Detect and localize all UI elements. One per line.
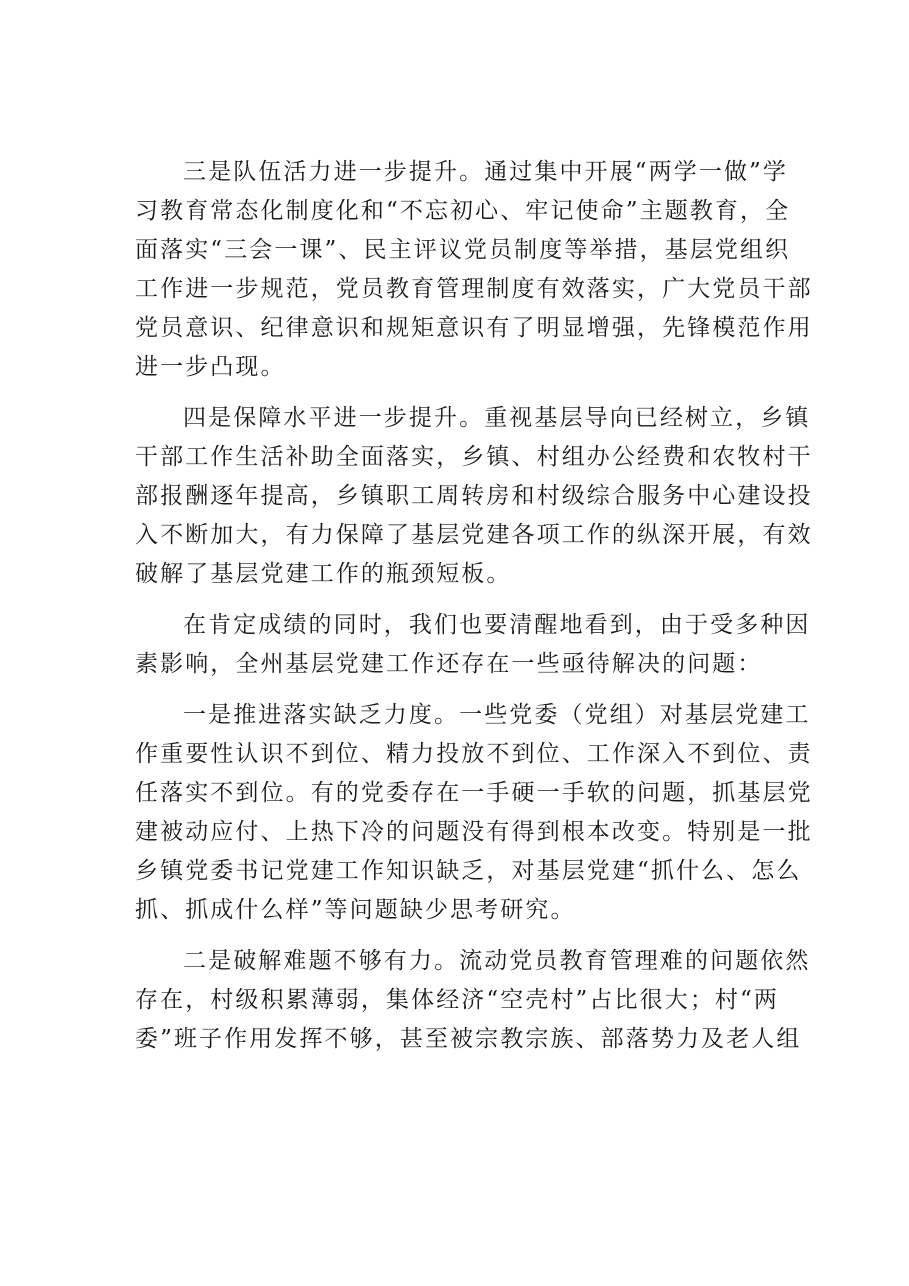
text-line: 一是推进落实缺乏力度。一些党委（党组）对基层党建工 [183,702,811,728]
text-line: 在肯定成绩的同时，我们也要清醒地看到，由于受多种因 [183,612,811,638]
text-line: 工作进一步规范，党员教育管理制度有效落实，广大党员干部 [135,276,813,302]
text-line: 建被动应付、上热下冷的问题没有得到根本改变。特别是一批 [135,819,813,845]
paragraph-implementation-weak [135,696,813,930]
paragraph-team-vitality [135,153,813,387]
text-line: 习教育常态化制度化和“不忘初心、牢记使命”主题教育，全 [135,198,791,224]
text-line: 进一步凸现。 [135,354,286,380]
text-line: 破解了基层党建工作的瓶颈短板。 [135,561,512,587]
text-line: 作重要性认识不到位、精力投放不到位、工作深入不到位、责 [135,741,813,767]
text-line: 委”班子作用发挥不够，甚至被宗教宗族、部落势力及老人组 [135,1026,802,1052]
paragraph-support-level [135,399,813,594]
text-line: 素影响，全州基层党建工作还存在一些亟待解决的问题： [135,651,763,677]
text-line: 二是破解难题不够有力。流动党员教育管理难的问题依然 [183,948,811,974]
text-line: 三是队伍活力进一步提升。通过集中开展“两学一做”学 [183,159,789,185]
text-line: 干部工作生活补助全面落实，乡镇、村组办公经费和农牧村干 [135,444,813,470]
text-line: 面落实“三会一课”、民主评议党员制度等举措，基层党组织 [135,237,791,263]
paragraph-problems-intro [135,606,811,684]
text-line: 入不断加大，有力保障了基层党建各项工作的纵深开展，有效 [135,522,813,548]
document-body [135,153,813,1071]
text-line: 党员意识、纪律意识和规矩意识有了明显增强，先锋模范作用 [135,315,813,341]
text-line: 部报酬逐年提高，乡镇职工周转房和村级综合服务中心建设投 [135,483,813,509]
text-line: 存在，村级积累薄弱，集体经济“空壳村”占比很大；村“两 [135,987,779,1013]
text-line: 任落实不到位。有的党委存在一手硬一手软的问题，抓基层党 [135,780,813,806]
text-line: 乡镇党委书记党建工作知识缺乏，对基层党建“抓什么、怎么 [135,858,802,884]
text-line: 四是保障水平进一步提升。重视基层导向已经树立，乡镇 [183,405,811,431]
paragraph-problem-solving [135,942,811,1059]
text-line: 抓、抓成什么样”等问题缺少思考研究。 [135,897,576,923]
